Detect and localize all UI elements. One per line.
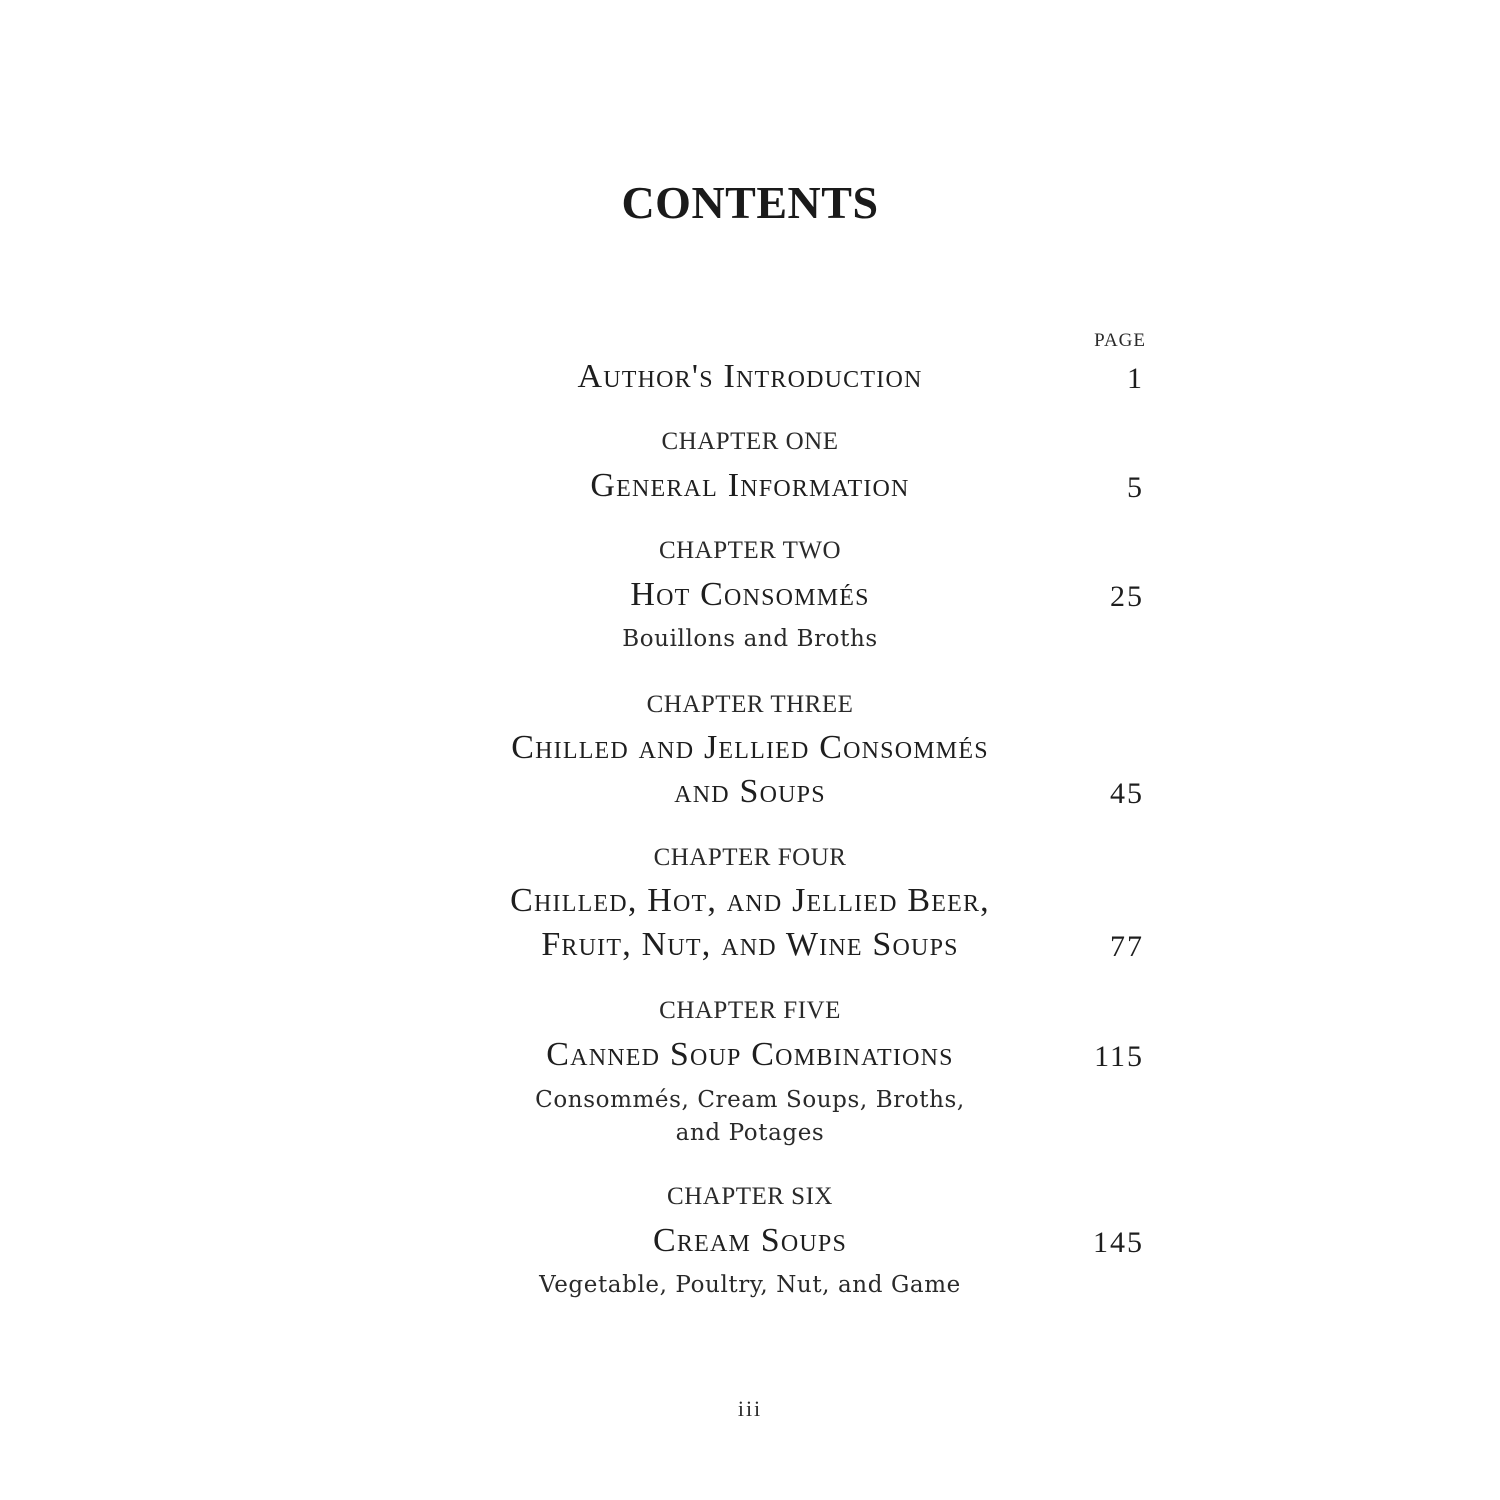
toc-entry-page-number[interactable]: 5 [1127,471,1144,504]
chapter-label: CHAPTER TWO [658,537,842,564]
toc-entry-subtitle: Vegetable, Poultry, Nut, and Game [539,1272,961,1298]
toc-entry-title[interactable]: Hot Consommés [630,576,870,613]
toc-entry-title[interactable]: General Information [590,467,910,504]
toc-entry-subtitle-line2: and Potages [675,1120,825,1146]
toc-entry-subtitle: Consommés, Cream Soups, Broths, [535,1087,965,1113]
toc-entry-subtitle: Bouillons and Broths [622,626,878,652]
toc-entry-page-number[interactable]: 45 [1110,777,1144,810]
chapter-label: CHAPTER THREE [646,691,854,718]
toc-entry-page-number[interactable]: 25 [1110,580,1144,613]
toc-entry-title-line2[interactable]: Fruit, Nut, and Wine Soups [541,926,959,963]
page-column-label: PAGE [1094,330,1146,351]
toc-entry-page-number[interactable]: 145 [1093,1226,1144,1259]
chapter-label: CHAPTER SIX [667,1183,833,1210]
toc-entry-page-number[interactable]: 1 [1127,362,1144,395]
toc-entry-page-number[interactable]: 115 [1094,1040,1144,1073]
toc-entry-title[interactable]: Cream Soups [653,1222,847,1259]
toc-entry-title[interactable]: Author's Introduction [577,358,923,395]
toc-entry-page-number[interactable]: 77 [1110,930,1144,963]
toc-entry-title[interactable]: Chilled, Hot, and Jellied Beer, [510,882,990,919]
chapter-label: CHAPTER FOUR [653,844,847,871]
page-title: CONTENTS [621,177,879,228]
page-folio: iii [737,1396,763,1421]
chapter-label: CHAPTER FIVE [659,997,841,1024]
toc-entry-title[interactable]: Chilled and Jellied Consommés [511,729,989,766]
toc-entry-title[interactable]: Canned Soup Combinations [546,1036,954,1073]
chapter-label: CHAPTER ONE [661,428,839,455]
toc-entry-title-line2[interactable]: and Soups [674,773,826,810]
